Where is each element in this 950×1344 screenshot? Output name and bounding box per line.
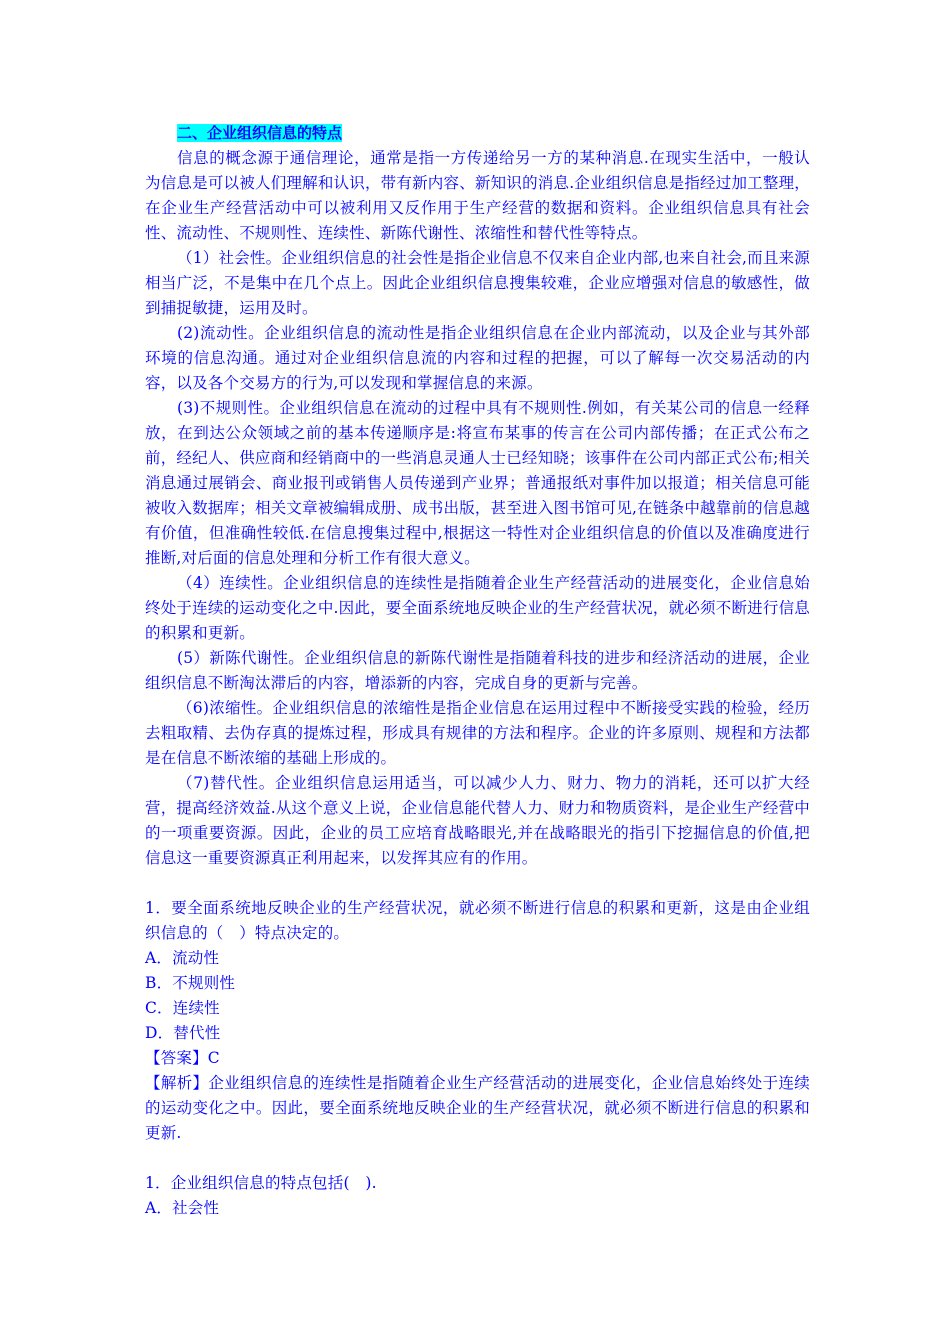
question-2-stem: 1．企业组织信息的特点包括( ). bbox=[145, 1174, 377, 1192]
point-metabolism: (5）新陈代谢性。企业组织信息的新陈代谢性是指随着科技的进步和经济活动的进展，企业组织信息不断淘汰滞后的内容，增添新的内容，完成自身的更新与完善。 bbox=[145, 649, 810, 692]
question-1-stem: 1．要全面系统地反映企业的生产经营状况，就必须不断进行信息的积累和更新，这是由企业组织信息的（ ）特点决定的。 bbox=[145, 899, 810, 942]
question-1-option-c: C．连续性 bbox=[145, 999, 220, 1017]
point-irregularity: (3)不规则性。企业组织信息在流动的过程中具有不规则性.例如，有关某公司的信息一经释放，在到达公众领域之前的基本传递顺序是:将宣布某事的传言在公司内部传播；在正式公布之前，经纪人、供应商和经销商中的一些消息灵通人士已经知晓；该事件在公司内部正式公布;相关消息通过展销会、商业报刊或销售人员传递到产业界；普通报纸对事件加以报道；相关信息可能被收入数据库；相关文章被编辑成册、成书出版，甚至进入图书馆可见,在链条中越靠前的信息越有价值，但准确性较低.在信息搜集过程中,根据这一特性对企业组织信息的价值以及准确度进行推断,对后面的信息处理和分析工作有很大意义。 bbox=[145, 399, 810, 567]
point-continuity: （4）连续性。企业组织信息的连续性是指随着企业生产经营活动的进展变化，企业信息始终处于连续的运动变化之中.因此，要全面系统地反映企业的生产经营状况，就必须不断进行信息的积累和更新。 bbox=[145, 574, 810, 642]
question-2-option-a: A．社会性 bbox=[145, 1199, 220, 1217]
document-page bbox=[145, 122, 810, 1221]
point-social: （1）社会性。企业组织信息的社会性是指企业信息不仅来自企业内部,也来自社会,而且来源相当广泛，不是集中在几个点上。因此企业组织信息搜集较难，企业应增强对信息的敏感性，做到捕捉敏捷，运用及时。 bbox=[145, 249, 810, 317]
point-substitution: （7)替代性。企业组织信息运用适当，可以减少人力、财力、物力的消耗，还可以扩大经营，提高经济效益.从这个意义上说，企业信息能代替人力、财力和物质资料，是企业生产经营中的一项重要资源。因此，企业的员工应培育战略眼光,并在战略眼光的指引下挖掘信息的价值,把信息这一重要资源真正利用起来，以发挥其应有的作用。 bbox=[145, 774, 810, 867]
question-1 bbox=[145, 896, 810, 1146]
spacer bbox=[145, 871, 810, 896]
question-2 bbox=[145, 1171, 810, 1221]
point-concentration: （6)浓缩性。企业组织信息的浓缩性是指企业信息在运用过程中不断接受实践的检验，经历去粗取精、去伪存真的提炼过程，形成具有规律的方法和程序。企业的许多原则、规程和方法都是在信息不断浓缩的基础上形成的。 bbox=[145, 699, 810, 767]
question-1-option-a: A．流动性 bbox=[145, 949, 220, 967]
question-1-analysis: 【解析】企业组织信息的连续性是指随着企业生产经营活动的进展变化，企业信息始终处于连续的运动变化之中。因此，要全面系统地反映企业的生产经营状况，就必须不断进行信息的积累和更新. bbox=[145, 1074, 810, 1142]
question-1-option-b: B．不规则性 bbox=[145, 974, 236, 992]
section-heading bbox=[145, 122, 810, 144]
intro-paragraph: 信息的概念源于通信理论，通常是指一方传递给另一方的某种消息.在现实生活中，一般认为信息是可以被人们理解和认识，带有新内容、新知识的消息.企业组织信息是指经过加工整理，在企业生产经营活动中可以被利用又反作用于生产经营的数据和资料。企业组织信息具有社会性、流动性、不规则性、连续性、新陈代谢性、浓缩性和替代性等特点。 bbox=[145, 149, 810, 242]
point-mobility: (2)流动性。企业组织信息的流动性是指企业组织信息在企业内部流动，以及企业与其外部环境的信息沟通。通过对企业组织信息流的内容和过程的把握，可以了解每一次交易活动的内容，以及各个交易方的行为,可以发现和掌握信息的来源。 bbox=[145, 324, 810, 392]
question-1-answer: 【答案】C bbox=[145, 1049, 220, 1067]
spacer bbox=[145, 1146, 810, 1171]
section-heading-text: 二、企业组织信息的特点 bbox=[177, 124, 343, 142]
question-1-option-d: D．替代性 bbox=[145, 1024, 221, 1042]
